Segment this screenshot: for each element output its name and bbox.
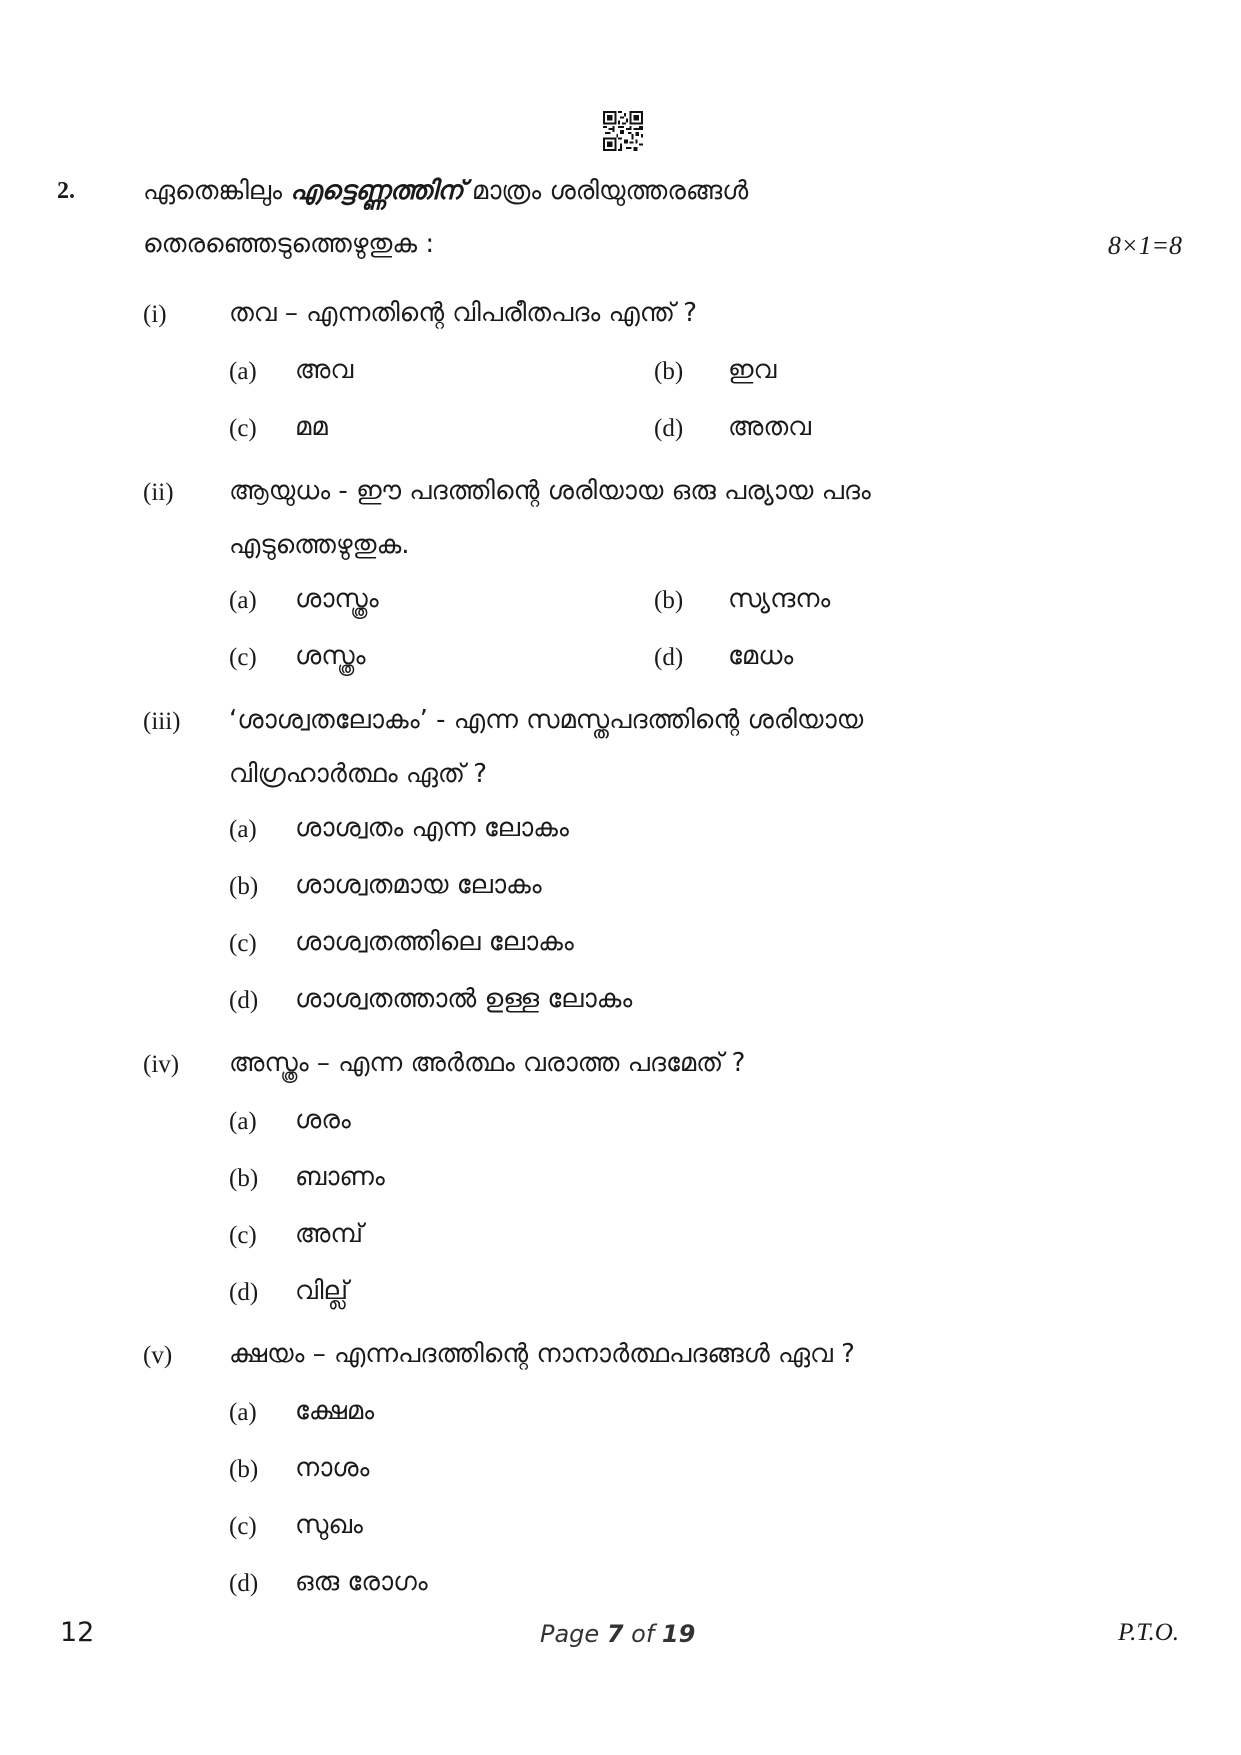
option-label: (a)	[229, 1399, 257, 1426]
option-text: മമ	[295, 412, 328, 442]
subquestion-label: (v)	[143, 1342, 173, 1369]
option-label: (c)	[229, 644, 257, 671]
option-text: ഇവ	[728, 355, 777, 385]
option-label: (b)	[654, 587, 684, 614]
option-label: (c)	[229, 1222, 257, 1249]
subquestion-text-cont: എടുത്തെഴുതുക.	[229, 530, 410, 560]
page-of: of	[623, 1620, 662, 1648]
page-current: 7	[606, 1620, 624, 1648]
option-label: (c)	[229, 415, 257, 442]
option-text: സ്യന്ദനം	[728, 584, 831, 614]
paper-code: 12	[60, 1617, 95, 1648]
page-total: 19	[661, 1620, 696, 1648]
option-label: (b)	[229, 1456, 259, 1483]
subquestion-text-cont: വിഗ്രഹാർത്ഥം ഏത് ?	[229, 759, 488, 789]
option-label: (d)	[229, 1279, 259, 1306]
option-text: നാശം	[295, 1453, 370, 1483]
option-label: (a)	[229, 587, 257, 614]
subquestion-label: (i)	[143, 301, 167, 328]
subquestion-label: (ii)	[143, 479, 174, 506]
option-text: ശാസ്ത്രം	[295, 584, 379, 614]
option-text: വില്ല്	[295, 1276, 349, 1306]
subquestion-text: തവ – എന്നതിന്റെ വിപരീതപദം എന്ത് ?	[229, 298, 698, 328]
subquestion-label: (iv)	[143, 1051, 180, 1078]
option-text: അവ	[295, 355, 354, 385]
option-label: (c)	[229, 930, 257, 957]
option-text: ശാശ്വതത്തിലെ ലോകം	[295, 927, 574, 957]
option-text: സുഖം	[295, 1510, 363, 1540]
option-text: ശസ്ത്രം	[295, 641, 366, 671]
question-instruction-line2: തെരഞ്ഞെടുത്തെഴുതുക :	[143, 229, 435, 259]
option-text: ശരം	[295, 1105, 351, 1135]
marks-scheme: 8×1=8	[1107, 231, 1182, 260]
option-text: ബാണം	[295, 1162, 385, 1192]
option-text: ശാശ്വതമായ ലോകം	[295, 870, 542, 900]
pto-label: P.T.O.	[1118, 1619, 1179, 1646]
subquestion-text: ആയുധം - ഈ പദത്തിന്റെ ശരിയായ ഒരു പര്യായ പദം	[229, 476, 871, 506]
option-text: ശാശ്വതം എന്ന ലോകം	[295, 813, 569, 843]
option-label: (b)	[229, 873, 259, 900]
question-number: 2.	[57, 178, 75, 204]
option-label: (a)	[229, 358, 257, 385]
option-label: (c)	[229, 1513, 257, 1540]
option-text: ഒരു രോഗം	[295, 1567, 428, 1597]
option-text: മേധം	[728, 641, 794, 671]
page-indicator	[540, 1620, 695, 1648]
option-text: അമ്പ്	[295, 1219, 364, 1249]
subquestion-label: (iii)	[143, 708, 181, 735]
option-label: (d)	[654, 415, 684, 442]
subquestion-text: ‘ശാശ്വതലോകം’ - എന്ന സമസ്തപദത്തിന്റെ ശരിയായ	[229, 705, 864, 735]
option-label: (d)	[654, 644, 684, 671]
instruction-pre: ഏതെങ്കിലും	[143, 176, 291, 206]
option-label: (b)	[229, 1165, 259, 1192]
option-label: (a)	[229, 1108, 257, 1135]
option-text: അതവ	[728, 412, 811, 442]
option-label: (d)	[229, 987, 259, 1014]
subquestion-text: അസ്ത്രം – എന്ന അർത്ഥം വരാത്ത പദമേത് ?	[229, 1048, 746, 1078]
option-label: (b)	[654, 358, 684, 385]
option-text: ശാശ്വതത്താൽ ഉള്ള ലോകം	[295, 984, 633, 1014]
option-label: (d)	[229, 1570, 259, 1597]
instruction-post: മാത്രം ശരിയുത്തരങ്ങൾ	[463, 176, 749, 206]
option-text: ക്ഷേമം	[295, 1396, 375, 1426]
question-instruction-line1	[143, 176, 748, 207]
qr-code	[603, 111, 643, 151]
page-prefix: Page	[540, 1620, 607, 1648]
subquestion-text: ക്ഷയം – എന്നപദത്തിന്റെ നാനാർത്ഥപദങ്ങൾ ഏവ ?	[229, 1339, 855, 1369]
option-label: (a)	[229, 816, 257, 843]
instruction-bold: എട്ടെണ്ണത്തിന്	[290, 176, 464, 206]
